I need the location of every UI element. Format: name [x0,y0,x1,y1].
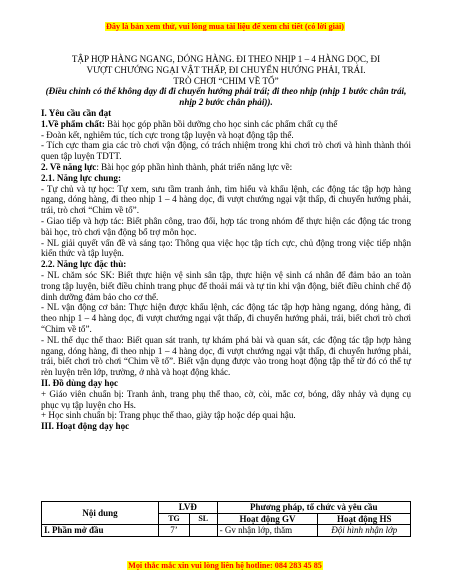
hotline-banner [0,561,450,570]
paragraph-6: - NL chăm sóc SK: Biết thực hiện vệ sinh sân tập, thực hiện vệ sinh cá nhân để đảm bảo an toàn trong tập luyện, biết điều chỉnh trang phục để thoải mái và tự tin khi vận động, biết điều chỉnh chế độ dinh dưỡng đảm bảo cho cơ thể. [41,269,411,302]
section-1-text: Bài học góp phần bồi dưỡng cho học sinh các phẩm chất cụ thể [104,118,338,129]
paragraph-2: - Tích cực tham gia các trò chơi vận động, có trách nhiệm trong khi chơi trò chơi và hình thành thói quen tập luyện TDTT. [41,140,411,162]
lesson-subtitle: (Điều chỉnh có thể không dạy đi đi chuyển hướng phải trái; đi theo nhịp (nhịp 1 bước chân trái, nhịp 2 bước chân phải)). [45,86,407,108]
heading-requirements: I. Yêu cầu cần đạt [41,107,112,118]
row-hs-activity: Đội hình nhận lớp [318,525,411,537]
section-2-text: : Bài học góp phần hình thành, phát triển năng lực về: [96,161,293,172]
header-gv-activity: Hoạt động GV [217,513,318,525]
paragraph-1: - Đoàn kết, nghiêm túc, tích cực trong tập luyện và hoạt động tập thể. [41,129,294,140]
header-content: Nội dung [42,502,159,525]
paragraph-3: - Tự chủ và tự học: Tự xem, sưu tầm tranh ảnh, tìm hiểu và khẩu lệnh, các động tác tập hợp hàng ngang, dóng hàng, đi theo nhịp 1 – 4 hàng dọc, đi vượt chướng ngại vật thấp, đi chuyển hướng phải, trái, trò chơi “Chim về tổ”. [41,183,411,216]
paragraph-5: - NL giải quyết vấn đề và sáng tạo: Thông qua việc học tập tích cực, chủ động trong việc tiếp nhận kiến thức và tập luyện. [41,237,411,259]
header-sl: SL [189,513,217,525]
heading-specific-competence: 2.2. Năng lực đặc thù: [41,259,127,270]
header-method: Phương pháp, tổ chức và yêu cầu [217,502,410,514]
row-content: I. Phần mở đầu [42,525,159,537]
title-line-3: TRÒ CHƠI “CHIM VỀ TỔ” [173,75,279,86]
paragraph-8: - NL thể dục thể thao: Biết quan sát tranh, tự khám phá bài và quan sát, các động tác tập hợp hàng ngang, dóng hàng, đi theo nhịp 1 – 4 hàng dọc, đi vượt chướng ngại vật thấp, đi chuyển hướng phải, trái, biết chơi trò chơi “Chim về tổ”. Biết vận dụng được vào trong hoạt động tập thể từ đó có thể tự rèn luyện trên lớp, trường, ở nhà và hoạt động khác. [41,334,411,378]
paragraph-7: - NL vận động cơ bản: Thực hiện được khẩu lệnh, các động tác tập hợp hàng ngang, dóng hàng, đi theo nhịp 1 – 4 hàng dọc, đi vượt chướng ngại vật thấp, đi chuyển hướng phải, trái, biết chơi trò chơi “Chim về tổ”. [41,302,411,334]
header-hs-activity: Hoạt động HS [318,513,411,525]
title-line-2: VƯỢT CHƯỚNG NGẠI VẬT THẤP, ĐI CHUYỂN HƯỚNG PHẢI, TRÁI. [86,64,366,75]
hotline-banner-text: Mọi thắc mắc xin vui lòng liên hệ hotline: 084 283 45 85 [128,561,322,570]
preview-banner-text: Đây là bản xem thử, vui lòng mua tài liệu để xem chi tiết (có lời giải) [105,22,344,31]
heading-general-competence: 2.1. Năng lực chung: [41,172,121,183]
paragraph-4: - Giao tiếp và hợp tác: Biết phân công, trao đổi, hợp tác trong nhóm để thực hiện các động tác trong bài học, trò chơi vận động bổ trợ môn học. [41,215,411,237]
heading-teaching-materials: II. Đồ dùng dạy học [41,377,119,388]
row-sl [189,525,217,537]
table-header-row [42,502,411,514]
paragraph-10: + Học sinh chuẩn bị: Trang phục thể thao, giày tập hoặc dép quai hậu. [41,410,296,421]
heading-teaching-activities: III. Hoạt động dạy học [41,421,130,432]
paragraph-9: + Giáo viên chuẩn bị: Tranh ảnh, trang phụ thể thao, cờ, còi, mắc cơ, bóng, dây nhảy và dụng cụ phục vụ tập luyện cho Hs. [41,388,411,410]
lesson-plan-table [41,501,411,537]
header-lvd: LVĐ [159,502,218,514]
title-line-1: TẬP HỢP HÀNG NGANG, DÓNG HÀNG. ĐI THEO NHỊP 1 – 4 HÀNG DỌC, ĐI [71,54,381,64]
section-1-label: 1.Về phẩm chất: [41,118,105,129]
row-tg: 7’ [159,525,190,537]
header-tg: TG [159,513,190,525]
section-2-label: 2. Về năng lực [41,161,97,172]
lesson-title [41,54,411,86]
row-gv-activity: - Gv nhận lớp, thăm [217,525,318,537]
preview-banner [0,22,450,31]
document-body [41,54,411,432]
table-row [42,525,411,537]
